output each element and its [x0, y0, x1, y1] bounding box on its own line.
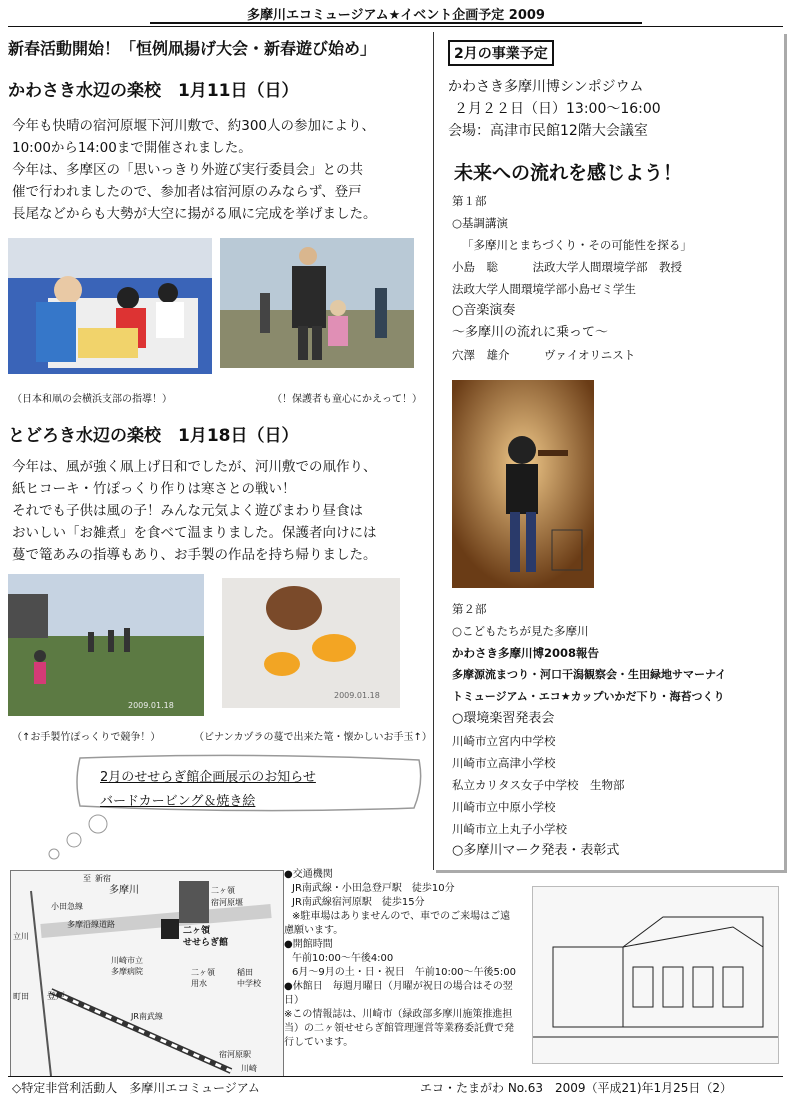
photo-date: 2009.01.18	[128, 701, 174, 710]
info-line: JR南武線宿河原駅 徒歩15分	[292, 897, 425, 908]
map-label: JR南武線	[131, 1012, 163, 1021]
map-label: 稲田 中学校	[237, 968, 261, 988]
school-line: 川崎市立宮内中学校	[452, 734, 556, 748]
photo-caption: （ビナンカヅラの蔓で出来た篭・懐かしいお手玉↑）	[194, 732, 432, 743]
program-line: かわさき多摩川博2008報告	[452, 646, 600, 660]
map-label: 新宿	[95, 874, 111, 883]
map-label: 多摩川	[109, 885, 139, 896]
symposium-line: 会場：高津市民館12階大会議室	[448, 123, 648, 139]
section2-line: 紙ヒコーキ・竹ぽっくり作りは寒さとの戦い！	[12, 481, 296, 497]
program-part2	[452, 598, 782, 862]
program-line: ○多摩川マーク発表・表彰式	[452, 843, 620, 858]
schedule-box-title: 2月の事業予定	[448, 40, 554, 66]
section2-line: おいしい「お雑煮」を食べて温まりました。保護者向けには	[12, 525, 377, 541]
program-line: 「多摩川とまちづくり・その可能性を探る」	[462, 238, 692, 252]
column-divider	[433, 32, 434, 870]
visitor-info	[284, 868, 524, 1050]
program-line: トミュージアム・エコ★カップいかだ下り・海苔つくり	[452, 690, 725, 703]
symposium-info	[448, 76, 778, 142]
school-line: 私立カリタス女子中学校 生物部	[452, 778, 625, 792]
catchphrase: 未来への流れを感じよう！	[454, 162, 683, 184]
photo-caption: （！保護者も童心にかえって！）	[272, 394, 422, 405]
map-label: 多摩沿線道路	[67, 920, 115, 929]
info-line: 日）	[284, 995, 304, 1006]
map-label: 立川	[13, 932, 29, 941]
section1-text	[12, 115, 432, 225]
info-line: ●開館時間	[284, 939, 333, 950]
school-line: 川崎市立上丸子小学校	[452, 822, 567, 836]
section2-line: それでも子供は風の子！みんな元気よく遊びまわり昼食は	[12, 503, 363, 519]
basket-photo	[222, 578, 400, 708]
notice-line: 2月のせせらぎ館企画展示のお知らせ	[100, 770, 316, 785]
section1-line: 催で行われましたので、参加者は宿河原のみならず、登戸	[12, 184, 362, 200]
section2-line: 今年は、風が強く凧上げ日和でしたが、河川敷での凧作り、	[12, 459, 377, 475]
program-line: ○基調講演	[452, 216, 509, 230]
bubble-tail	[28, 808, 118, 870]
map-label: 町田	[13, 992, 29, 1001]
program-line: 多摩源流まつり・河口干潟観察会・生田緑地サマーナイ	[452, 668, 727, 681]
map-label: 至	[83, 874, 91, 883]
program-line: ○環境楽習発表会	[452, 711, 555, 726]
section2-text	[12, 456, 432, 566]
section1-line: 10:00から14:00まで開催されました。	[12, 140, 252, 156]
section1-line: 今年は、多摩区の「思いっきり外遊び実行委員会」との共	[12, 162, 363, 178]
info-line: ※この情報誌は、川崎市（緑政部多摩川施策推進担	[284, 1009, 513, 1020]
violinist-photo	[452, 380, 594, 588]
symposium-line: かわさき多摩川博シンポジウム	[448, 79, 644, 95]
map-label: 二ヶ領	[211, 886, 235, 895]
program-line: 第１部	[452, 194, 487, 208]
symposium-line: ２月２２日（日）13:00～16:00	[454, 101, 661, 117]
info-line: ※駐車場はありませんので、車でのご来場はご遠	[292, 911, 511, 922]
info-line: ●交通機関	[284, 869, 333, 880]
map-label: 登戸	[47, 992, 66, 1002]
program-line: ○音楽演奏	[452, 303, 516, 318]
section1-title: かわさき水辺の楽校 1月11日（日）	[8, 81, 299, 101]
school-line: 川崎市立中原小学校	[452, 800, 556, 814]
header-rule	[8, 26, 783, 27]
program-line: 第２部	[452, 602, 487, 616]
map-label: 川崎市立 多摩病院	[111, 956, 143, 976]
program-line: 小島 聡 法政大学人間環境学部 教授	[452, 260, 682, 274]
section1-line: 今年も快晴の宿河原堰下河川敷で、約300人の参加により、	[12, 118, 375, 134]
photo-caption: （↑お手製竹ぽっくりで競争！）	[12, 732, 161, 743]
field-game-photo	[8, 574, 204, 716]
info-line: 慮願います。	[284, 925, 344, 936]
map-label: 川崎	[241, 1064, 257, 1073]
footer-right: エコ・たまがわ No.63 2009（平成21)年1月25日（2）	[420, 1081, 733, 1095]
info-line: 午前10:00～午後4:00	[292, 953, 394, 964]
kite-making-photo	[8, 238, 212, 374]
notice-line: バードカービング＆焼き絵	[100, 794, 256, 809]
map-label: せせらぎ館	[183, 938, 229, 948]
info-line: 6月～9月の土・日・祝日 午前10:00～午後5:00	[292, 967, 516, 978]
section2-line: 蔓で篭あみの指導もあり、お手製の作品を持ち帰りました。	[12, 547, 377, 563]
info-line: 行しています。	[284, 1037, 354, 1048]
map-label: 二ヶ領	[183, 926, 211, 936]
map-label: 宿河原駅	[219, 1050, 251, 1059]
section1-line: 長尾などからも大勢が大空に揚がる凧に完成を挙げました。	[12, 206, 377, 222]
info-line: JR南武線・小田急登戸駅 徒歩10分	[292, 883, 455, 894]
footer-rule	[8, 1076, 783, 1077]
kite-flying-photo	[220, 238, 414, 368]
info-line: ●休館日 毎週月曜日（月曜が祝日の場合はその翌	[284, 981, 513, 992]
program-line: 法政大学人間環境学部小島ゼミ学生	[452, 282, 636, 296]
access-map	[10, 870, 284, 1077]
map-label: 小田急線	[51, 902, 83, 911]
footer-left: ◇特定非営利活動人 多摩川エコミュージアム	[12, 1081, 260, 1095]
program-part1	[452, 190, 782, 366]
section2-title: とどろき水辺の楽校 1月18日（日）	[8, 426, 299, 446]
program-line: ○こどもたちが見た多摩川	[452, 624, 589, 638]
photo-date: 2009.01.18	[334, 691, 380, 700]
school-line: 川崎市立高津小学校	[452, 756, 556, 770]
building-sketch	[532, 886, 779, 1064]
info-line: 当）の二ヶ領せせらぎ館管理運営等業務委託費で発	[284, 1023, 514, 1034]
map-label: 二ヶ領 用水	[191, 968, 215, 988]
program-line: 穴澤 雄介 ヴァイオリニスト	[452, 348, 636, 362]
photo-caption: （日本和凧の会横浜支部の指導！）	[12, 394, 172, 405]
page-header: 多摩川エコミュージアム★イベント企画予定 2009	[150, 4, 642, 24]
headline: 新春活動開始！「恒例凧揚げ大会・新春遊び始め」	[8, 39, 377, 58]
map-label: 宿河原堰	[211, 898, 243, 907]
program-line: ～多摩川の流れに乗って～	[452, 325, 609, 340]
